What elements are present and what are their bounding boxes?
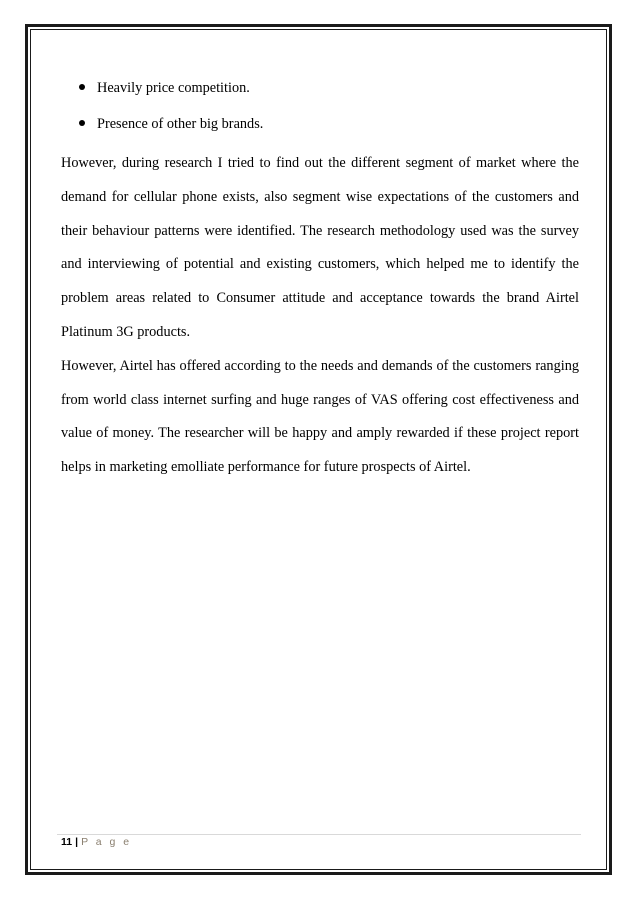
bullet-text: Heavily price competition. xyxy=(97,80,250,96)
paragraph: However, Airtel has offered according to the needs and demands of the customers ranging from world class internet surfing and huge ranges of VAS offering cost effectiveness and value of money. The researcher will be happy and amply rewarded if these project report helps in marketing emolliate performance for future prospects of Airtel. xyxy=(61,357,579,476)
bullet-item xyxy=(61,76,579,112)
bullet-dot-icon xyxy=(79,84,85,90)
bullet-list xyxy=(61,76,579,148)
bullet-item xyxy=(61,112,579,148)
bullet-dot-icon xyxy=(79,120,85,126)
footer-divider xyxy=(57,834,581,835)
page-footer xyxy=(61,836,132,848)
page-content xyxy=(61,76,579,485)
footer-separator: | xyxy=(75,836,79,848)
page-label: P a g e xyxy=(81,836,132,848)
bullet-text: Presence of other big brands. xyxy=(97,116,264,132)
paragraph: However, during research I tried to find out the different segment of market where the demand for cellular phone exists, also segment wise expectations of the customers and their behaviour patterns were identified. The research methodology used was the survey and interviewing of potential and existing customers, which helped me to identify the problem areas related to Consumer attitude and acceptance towards the brand Airtel Platinum 3G products. xyxy=(61,155,579,340)
page-number: 11 xyxy=(61,836,73,848)
